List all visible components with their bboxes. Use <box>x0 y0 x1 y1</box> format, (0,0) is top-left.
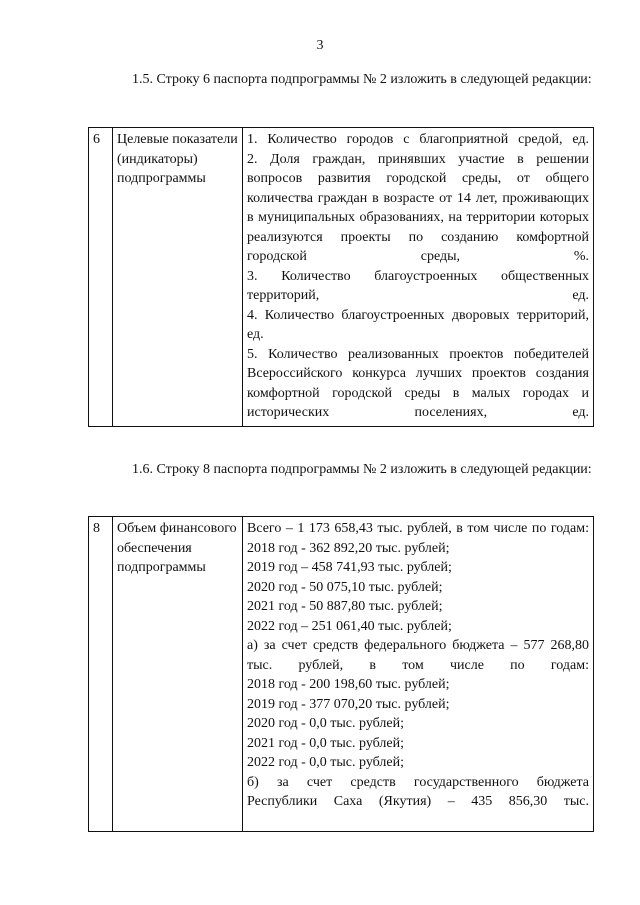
funding-line: 2018 год - 200 198,60 тыс. рублей; <box>247 677 450 692</box>
funding-line: 2022 год – 251 061,40 тыс. рублей; <box>247 618 452 634</box>
table-row <box>89 128 594 427</box>
indicator-item: 5. Количество реализованных проектов победителей Всероссийского конкурса лучших проектов создания комфортной городской среды в малых городах и исторических поселениях, ед. <box>247 346 589 420</box>
section-2-intro: 1.6. Строку 8 паспорта подпрограммы № 2 изложить в следующей редакции: <box>132 462 592 477</box>
row-number-cell: 6 <box>89 128 113 427</box>
funding-line: а) за счет средств федерального бюджета – 577 268,80 тыс. рублей, в том числе по годам: <box>247 638 589 673</box>
funding-line: 2021 год - 50 887,80 тыс. рублей; <box>247 599 443 614</box>
funding-line: 2020 год - 50 075,10 тыс. рублей; <box>247 579 443 595</box>
indicators-table <box>88 127 594 427</box>
funding-line: 2022 год - 0,0 тыс. рублей; <box>247 755 405 770</box>
funding-line: 2018 год - 362 892,20 тыс. рублей; <box>247 540 450 556</box>
page-number: 3 <box>316 38 324 53</box>
row-value-cell <box>243 128 594 427</box>
funding-line: 2019 год – 458 741,93 тыс. рублей; <box>247 560 452 575</box>
row-name-cell: Целевые показатели (индикаторы) подпрограммы <box>113 128 243 427</box>
row-number-cell: 8 <box>89 517 113 832</box>
section-1-intro: 1.5. Строку 6 паспорта подпрограммы № 2 изложить в следующей редакции: <box>132 72 592 87</box>
indicator-item: 3. Количество благоустроенных общественных территорий, ед. <box>247 268 589 303</box>
funding-line: б) за счет средств государственного бюджета Республики Саха (Якутия) – 435 856,30 тыс. <box>247 774 589 809</box>
row-value-cell <box>243 517 594 832</box>
funding-table <box>88 516 594 832</box>
table-row <box>89 517 594 832</box>
funding-line: 2020 год - 0,0 тыс. рублей; <box>247 716 405 731</box>
funding-line: 2021 год - 0,0 тыс. рублей; <box>247 735 405 751</box>
funding-line: 2019 год - 377 070,20 тыс. рублей; <box>247 696 450 712</box>
funding-line: Всего – 1 173 658,43 тыс. рублей, в том числе по годам: <box>247 521 589 536</box>
indicator-item: 2. Доля граждан, принявших участие в решении вопросов развития городской среды, от общего количества граждан в возрасте от 14 лет, проживающих в муниципальных образованиях, на территории которых реализуются проекты по созданию комфортной городской среды, %. <box>247 151 589 264</box>
indicator-item: 1. Количество городов с благоприятной средой, ед. <box>247 132 589 147</box>
indicator-item: 4. Количество благоустроенных дворовых территорий, ед. <box>247 307 589 342</box>
row-name-cell: Объем финансового обеспечения подпрограммы <box>113 517 243 832</box>
